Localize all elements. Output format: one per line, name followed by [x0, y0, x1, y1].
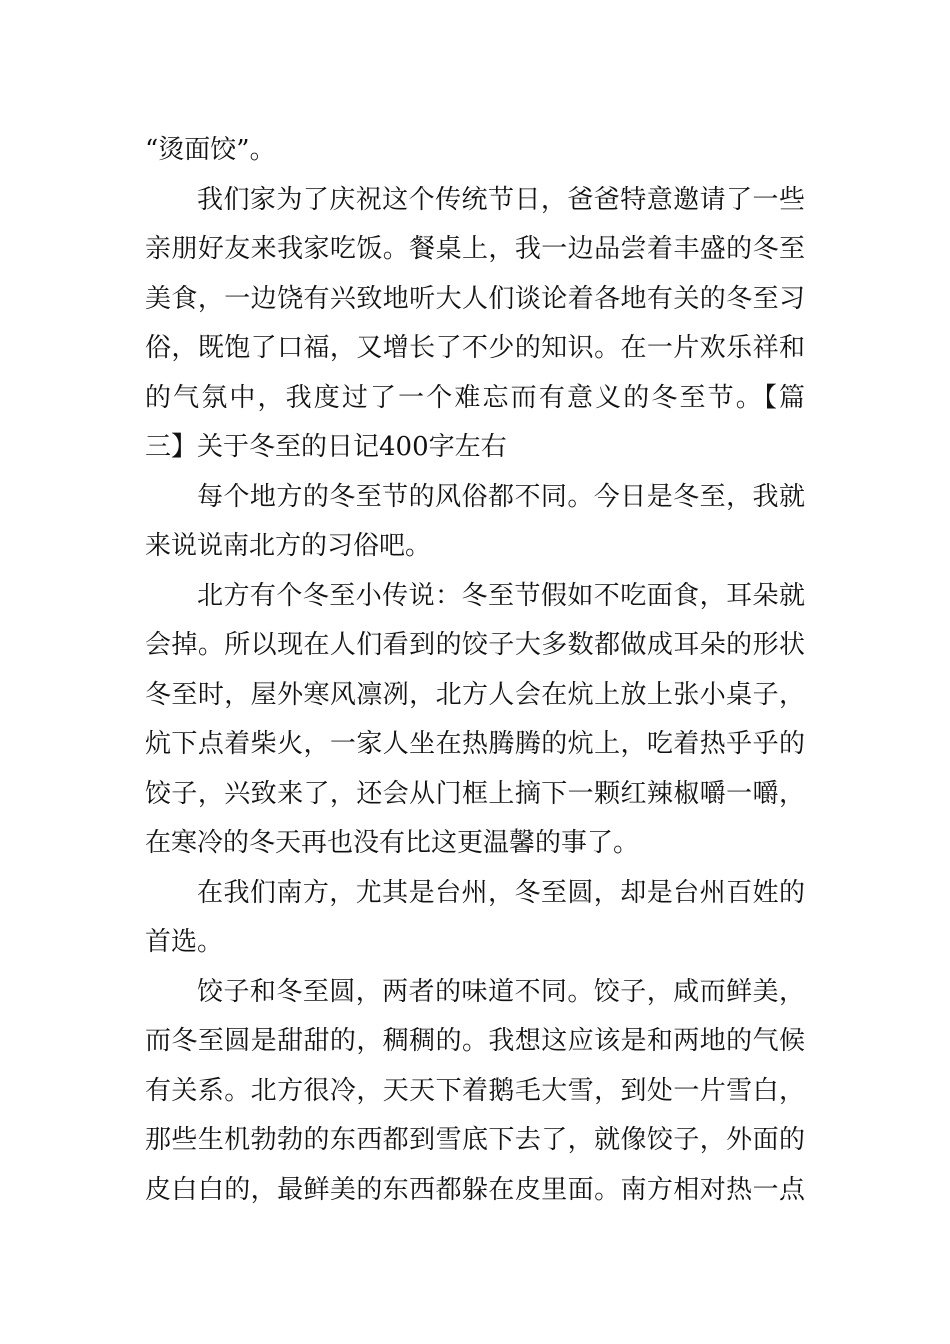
text-line: 来说说南北方的习俗吧。 — [145, 531, 432, 561]
text-line: “烫面饺”。 — [145, 135, 276, 165]
text-line: 有关系。北方很冷，天天下着鹅毛大雪，到处一片雪白， — [145, 1075, 805, 1106]
text-line: 饺子和冬至圆，两者的味道不同。饺子，咸而鲜美， — [197, 976, 805, 1007]
text-line: 会掉。所以现在人们看到的饺子大多数都做成耳朵的形状 — [145, 630, 805, 660]
text-line: 俗，既饱了口福，又增长了不少的知识。在一片欢乐祥和 — [145, 333, 805, 363]
text-line: 每个地方的冬至节的风俗都不同。今日是冬至，我就 — [197, 481, 805, 512]
text-line: 那些生机勃勃的东西都到雪底下去了，就像饺子，外面的 — [145, 1125, 805, 1155]
text-line: 亲朋好友来我家吃饭。餐桌上，我一边品尝着丰盛的冬至 — [145, 234, 805, 264]
text-line: 皮白白的，最鲜美的东西都躲在皮里面。南方相对热一点 — [145, 1174, 805, 1205]
text-line: 在寒冷的冬天再也没有比这更温馨的事了。 — [145, 828, 640, 858]
text-line: 北方有个冬至小传说：冬至节假如不吃面食，耳朵就 — [197, 580, 805, 611]
text-line: 的气氛中，我度过了一个难忘而有意义的冬至节。【篇 — [145, 382, 805, 413]
text-line: 炕下点着柴火，一家人坐在热腾腾的炕上，吃着热乎乎的 — [145, 729, 805, 759]
body-text — [145, 126, 805, 1215]
text-line: 三】关于冬至的日记400字左右 — [145, 432, 507, 462]
text-line: 首选。 — [145, 927, 224, 957]
text-line: 我们家为了庆祝这个传统节日，爸爸特意邀请了一些 — [197, 184, 805, 215]
text-line: 饺子，兴致来了，还会从门框上摘下一颗红辣椒嚼一嚼， — [145, 778, 805, 809]
text-line: 冬至时，屋外寒风凛冽，北方人会在炕上放上张小桌子， — [145, 679, 805, 710]
text-line: 美食，一边饶有兴致地听大人们谈论着各地有关的冬至习 — [145, 283, 805, 314]
text-line: 而冬至圆是甜甜的，稠稠的。我想这应该是和两地的气候 — [145, 1026, 805, 1056]
text-line: 在我们南方，尤其是台州，冬至圆，却是台州百姓的 — [197, 877, 805, 908]
